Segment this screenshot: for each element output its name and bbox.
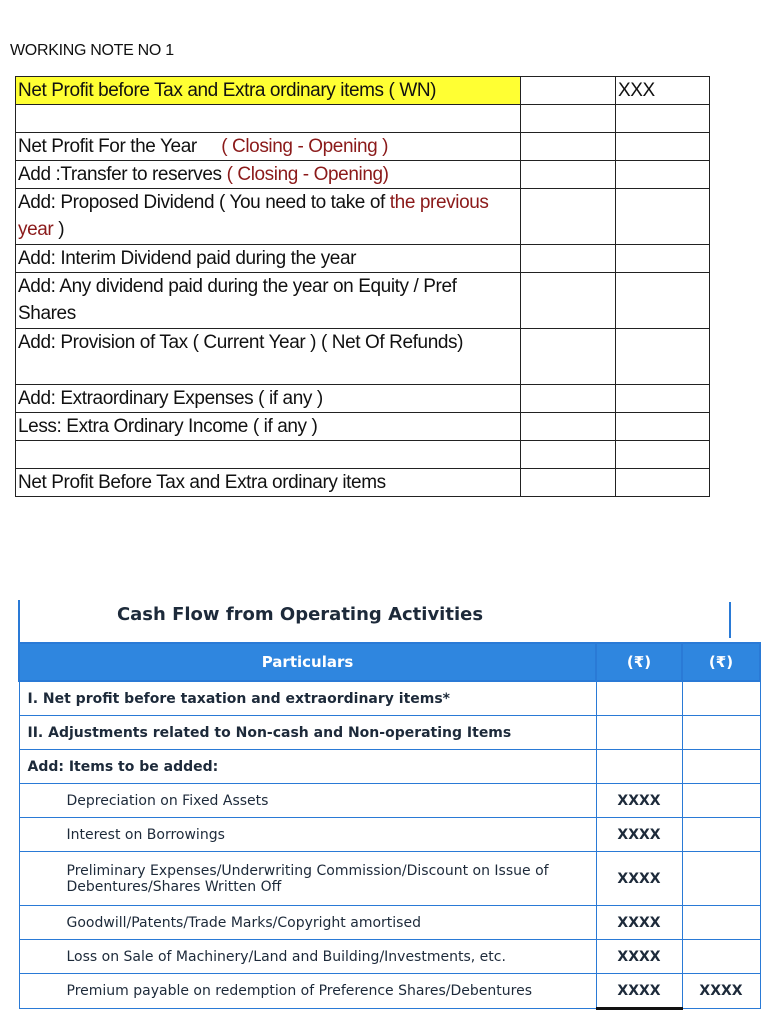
row-label: I. Net profit before taxation and extraordinary items* [19, 681, 596, 716]
row-label: Interest on Borrowings [19, 818, 596, 852]
row-label: Add: Proposed Dividend ( You need to take of the previous year ) [16, 189, 521, 245]
table-row [16, 273, 710, 329]
table-row [19, 940, 760, 974]
row-label: Depreciation on Fixed Assets [19, 784, 596, 818]
cash-flow-table [18, 642, 761, 1010]
cash-flow-section [18, 600, 763, 1010]
amount-cell [521, 469, 616, 497]
amount-cell [521, 133, 616, 161]
table-row [16, 133, 710, 161]
amount-cell [596, 716, 682, 750]
table-row [19, 818, 760, 852]
table-row [19, 716, 760, 750]
amount-cell [682, 750, 760, 784]
amount-cell [682, 852, 760, 906]
row-label: Net Profit Before Tax and Extra ordinary items [16, 469, 521, 497]
table-row [19, 750, 760, 784]
table-row [16, 189, 710, 245]
amount-cell [596, 681, 682, 716]
amount-cell [616, 329, 710, 385]
table-row [19, 906, 760, 940]
amount-cell [521, 105, 616, 133]
amount-cell [521, 189, 616, 245]
amount-cell [521, 441, 616, 469]
amount-cell [616, 441, 710, 469]
working-note-title: WORKING NOTE NO 1 [10, 42, 174, 59]
amount-cell: XXXX [596, 784, 682, 818]
table-row [16, 329, 710, 385]
table-row [16, 385, 710, 413]
table-row [16, 245, 710, 273]
row-note: the previous year [18, 192, 489, 240]
table-row [16, 441, 710, 469]
table-row [16, 77, 710, 105]
row-label: Net Profit before Tax and Extra ordinary items ( WN) [16, 77, 521, 105]
amount-cell [616, 105, 710, 133]
amount-cell: XXXX [596, 852, 682, 906]
table-row [16, 105, 710, 133]
row-label: Add :Transfer to reserves ( Closing - Opening) [16, 161, 521, 189]
amount-cell [521, 161, 616, 189]
amount-cell [682, 940, 760, 974]
cash-flow-title: Cash Flow from Operating Activities [116, 604, 484, 625]
row-label: Add: Items to be added: [19, 750, 596, 784]
row-label: Goodwill/Patents/Trade Marks/Copyright amortised [19, 906, 596, 940]
row-label: Loss on Sale of Machinery/Land and Building/Investments, etc. [19, 940, 596, 974]
amount-cell: XXX [616, 77, 710, 105]
amount-cell: XXXX [682, 974, 760, 1009]
amount-cell: XXXX [596, 818, 682, 852]
header-amount: (₹) [596, 643, 682, 681]
amount-cell [521, 245, 616, 273]
amount-cell [682, 818, 760, 852]
row-label: Add: Provision of Tax ( Current Year ) ( Net Of Refunds) [16, 329, 521, 385]
amount-cell [616, 385, 710, 413]
header-amount: (₹) [682, 643, 760, 681]
amount-cell [521, 329, 616, 385]
amount-cell [682, 716, 760, 750]
amount-cell [682, 906, 760, 940]
row-note: ( Closing - Opening ) [221, 136, 389, 157]
amount-cell: XXXX [596, 940, 682, 974]
amount-cell [521, 273, 616, 329]
amount-cell [616, 469, 710, 497]
row-note: ( Closing - Opening) [226, 164, 389, 185]
table-row [16, 161, 710, 189]
amount-cell: XXXX [596, 974, 682, 1009]
amount-cell [682, 784, 760, 818]
row-label: Add: Any dividend paid during the year on Equity / Pref Shares [16, 273, 521, 329]
amount-cell [682, 681, 760, 716]
table-row [19, 784, 760, 818]
amount-cell [521, 77, 616, 105]
row-label [16, 105, 521, 133]
amount-cell [616, 133, 710, 161]
amount-cell [616, 245, 710, 273]
row-label: Preliminary Expenses/Underwriting Commission/Discount on Issue of Debentures/Shares Written Off [19, 852, 596, 906]
table-row [19, 974, 760, 1009]
row-label: Less: Extra Ordinary Income ( if any ) [16, 413, 521, 441]
amount-cell [616, 413, 710, 441]
row-label: Add: Interim Dividend paid during the year [16, 245, 521, 273]
row-label [16, 441, 521, 469]
row-label: Add: Extraordinary Expenses ( if any ) [16, 385, 521, 413]
amount-cell [616, 161, 710, 189]
amount-cell [521, 385, 616, 413]
table-row [19, 852, 760, 906]
row-label: II. Adjustments related to Non-cash and Non-operating Items [19, 716, 596, 750]
table-row [19, 681, 760, 716]
table-row [16, 413, 710, 441]
row-label: Premium payable on redemption of Preference Shares/Debentures [19, 974, 596, 1009]
working-note-table [15, 76, 710, 497]
header-particulars: Particulars [19, 643, 596, 681]
amount-cell [596, 750, 682, 784]
table-row [16, 469, 710, 497]
cash-flow-title-row [18, 600, 763, 642]
amount-cell [616, 189, 710, 245]
table-header-row [19, 643, 760, 681]
row-label: Net Profit For the Year ( Closing - Opening ) [16, 133, 521, 161]
amount-cell [521, 413, 616, 441]
amount-cell [616, 273, 710, 329]
amount-cell: XXXX [596, 906, 682, 940]
